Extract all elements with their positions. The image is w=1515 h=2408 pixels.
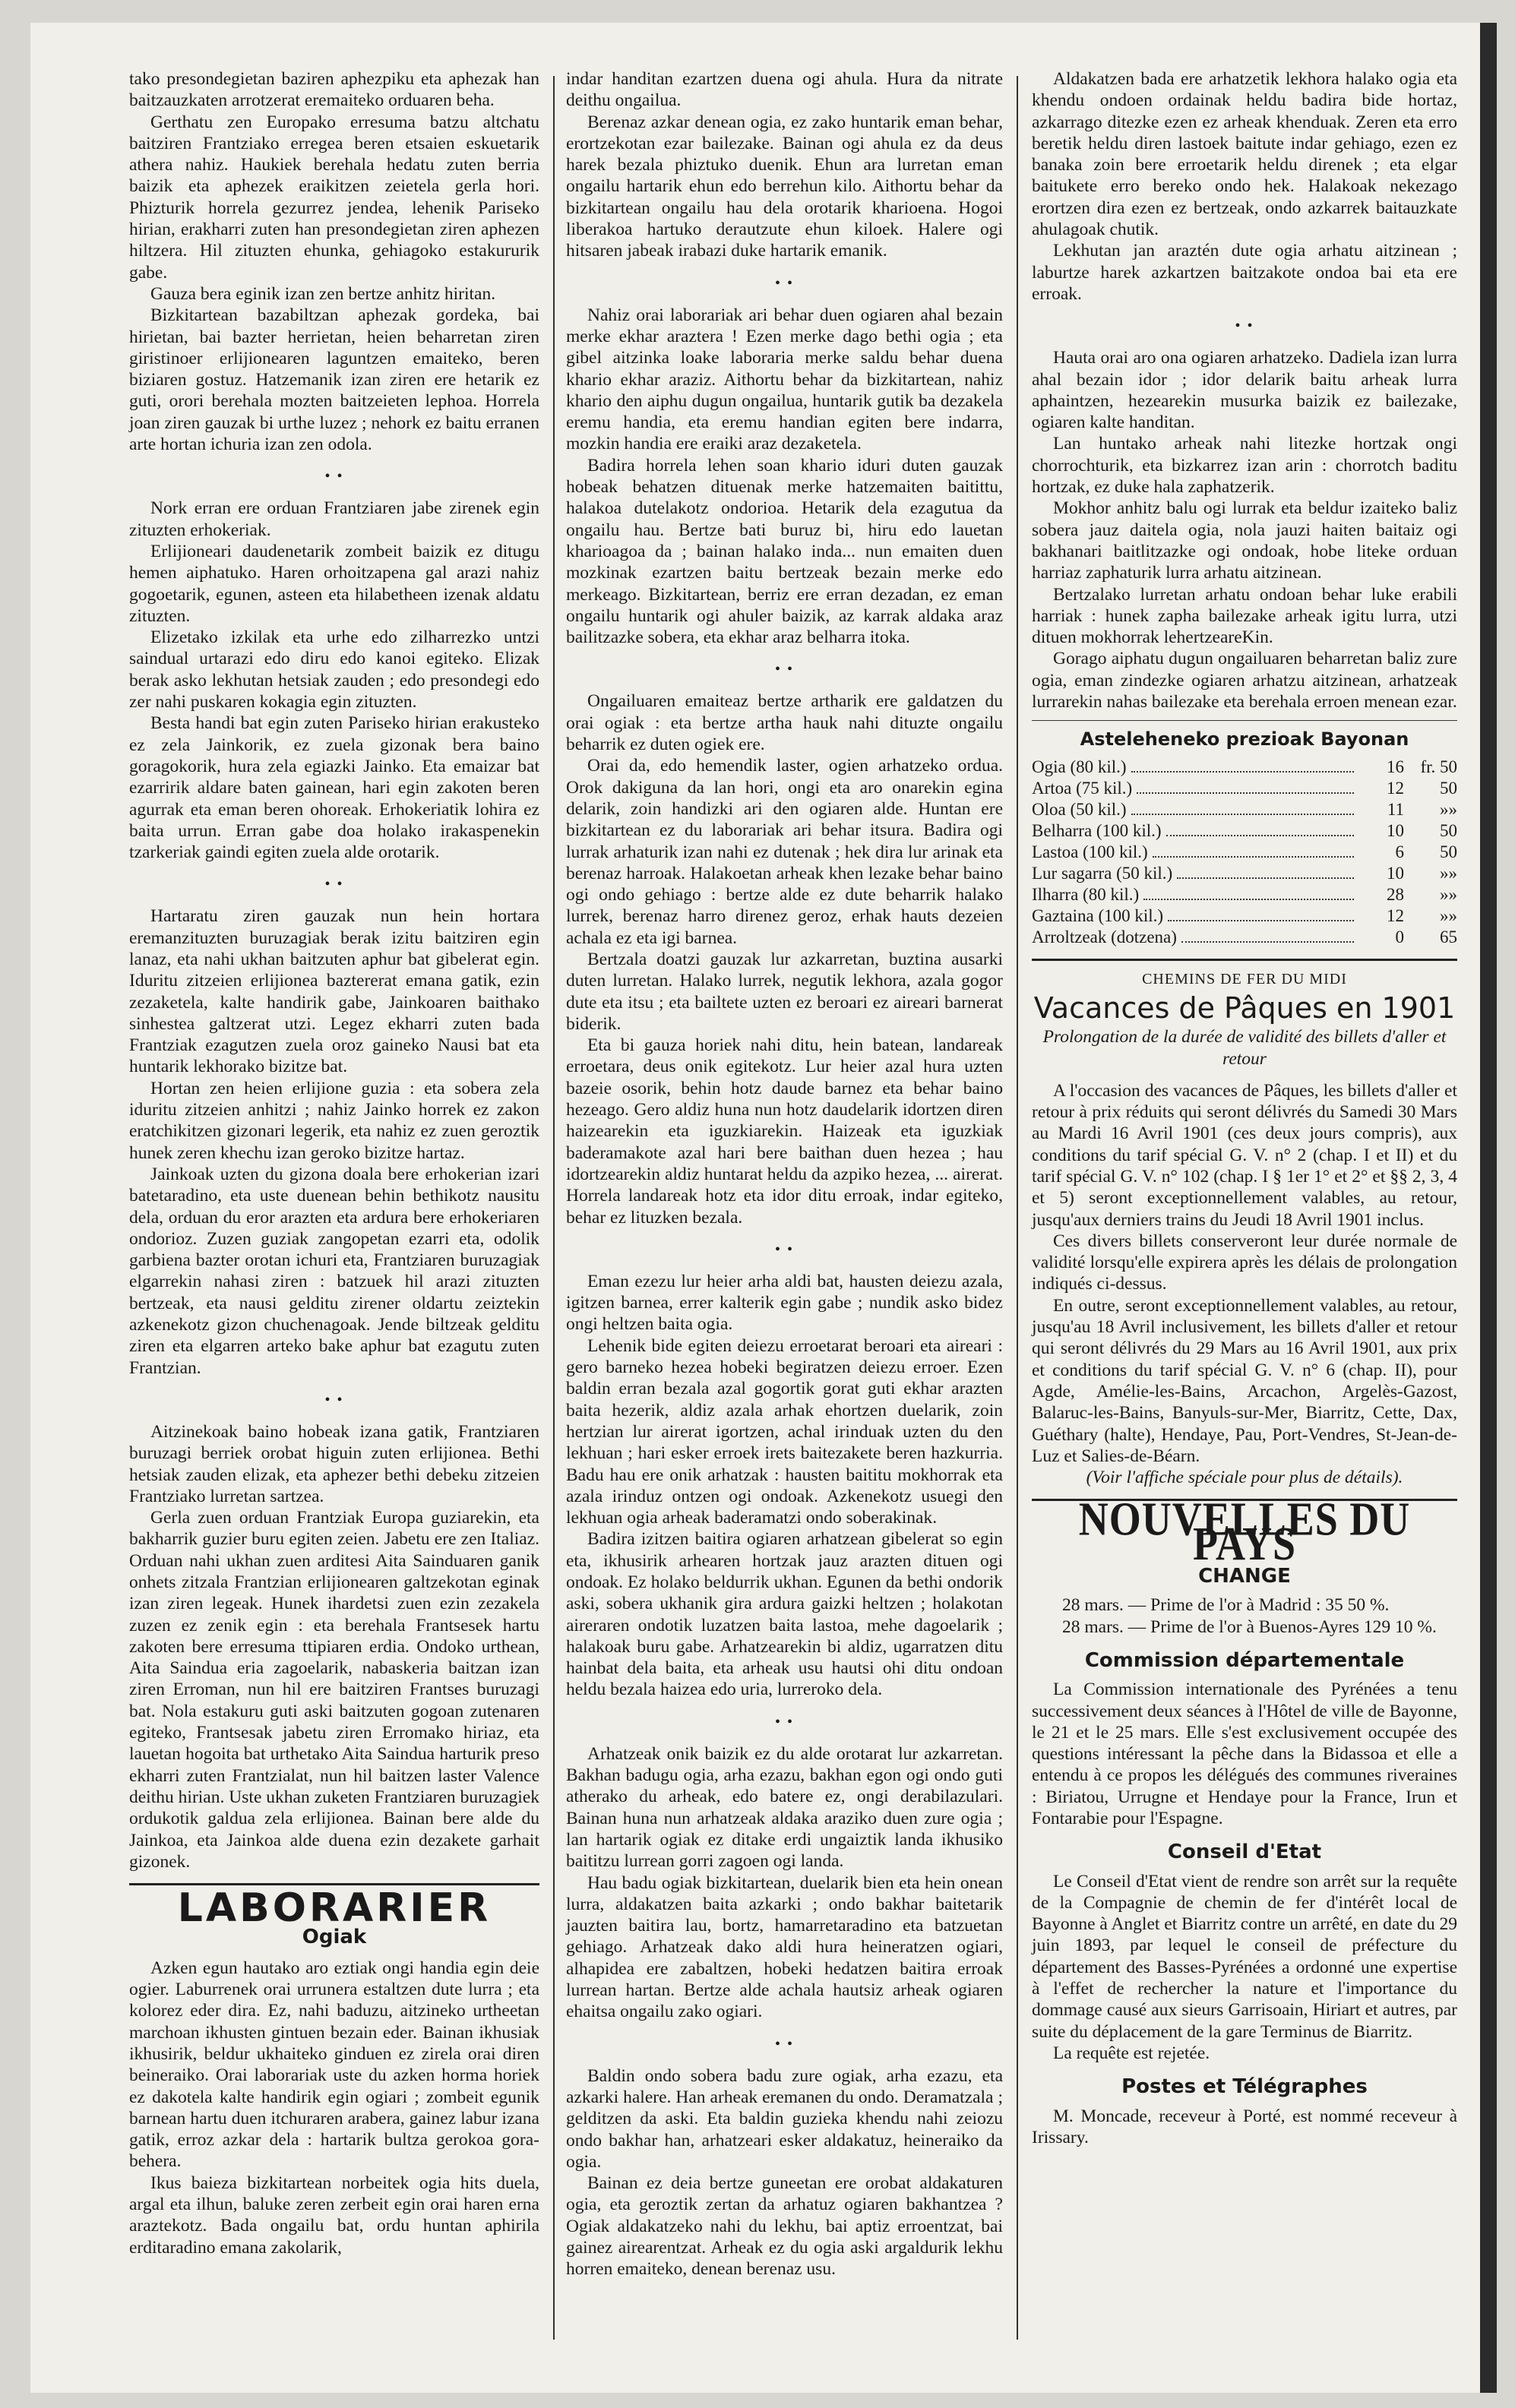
paragraph: Eta bi gauza horiek nahi ditu, hein batean, landareak erroetara, deus onik egitekotz. Lur heier azal hura uzten bazeie osorik, behin hotz daude barnez eta behar baino hezeago. Gero aldiz huna nun hotz daudelarik idortzen diren haizearekin eta iguzkiarekin. Haizeak eta iguzkiak baderamakote azal hari bere baithan duen hezea ; hau idortzearekin aldiz huntarat heldu da azpiko hezea, ... airerat. Horrela landareak hotz eta idor ditu erroak, indar egiteko, behar ez lituzken bezala. — [566, 1035, 1003, 1228]
leader-dots — [1143, 899, 1354, 900]
paragraph: M. Moncade, receveur à Porté, est nommé receveur à Irissary. — [1032, 2106, 1457, 2147]
commission-heading: Commission départementale — [1084, 1648, 1405, 1672]
paragraph: Arhatzeak onik baizik ez du alde orotarat lur azkarretan. Bakhan badugu ogia, arha ezazu, bakhan egon ogi ondo guti atherako du arheak, edo batere ez, ongi derabilazulari. Bainan huna nun arhatzeak aldaka araziko duen zure ogia ; lan hartarik ogiak ez ditake erdi ungaiztik landa ikhusiko baititzu lurrean gorri zagoen ogi landa. — [566, 1743, 1003, 1872]
section-ornament: • • — [774, 1240, 794, 1258]
price-row — [1032, 927, 1457, 948]
paragraph: Lan huntako arheak nahi litezke hortzak ongi chorrochturik, eta bizkarrez izan arin : chorrotch baditu hortzak, ez duke hala zaphatzerik. — [1032, 434, 1457, 498]
section-ornament: • • — [774, 661, 794, 678]
price-item-name: Artoa (75 kil.) — [1032, 778, 1133, 798]
conseil-heading: Conseil d'Etat — [1167, 1841, 1322, 1864]
price-francs: 0 — [1395, 927, 1404, 946]
section-ornament: • • — [324, 876, 344, 893]
paragraph: Hartaratu ziren gauzak nun hein hortara eremanzituzten buruzagiak berak izitu baitziren egin lanaz, eta nahi ukhan baitzuten aphur bat gibelerat egin. Iduritu zitzeien erlijionea baztererat emana gatik, ezin zezaketela, kalte handirik gabe, Jainkoaren baithako sinhestea galtzerat utzi. Legez ekharri zuten bada Frantziak ezagutzen zuela oroz gaineko Nausi bat eta huntarik lekhorako bizitze bat. — [129, 906, 539, 1077]
section-divider — [1032, 959, 1457, 961]
price-francs: 11 — [1387, 799, 1404, 819]
section-ornament: • • — [774, 1713, 794, 1730]
nouvelles-title: NOUVELLES DU PAYS — [1078, 1493, 1411, 1571]
price-item-name: Ilharra (80 kil.) — [1032, 884, 1140, 904]
leader-dots — [1153, 856, 1354, 858]
paragraph: Eman ezezu lur heier arha aldi bat, hausten deiezu azala, igitzen barnea, errer kalterik egin gabe ; nundik asko bidez ongi heltzen baita ogia. — [566, 1271, 1003, 1335]
prolongation-subtitle: Prolongation de la durée de validité des billets d'aller et retour — [1042, 1027, 1447, 1069]
column-1 — [129, 68, 539, 2258]
paragraph: En outre, seront exceptionnellement valables, au retour, jusqu'au 18 Avril inclusivement, les billets d'aller et retour qui seront délivrés du 29 Mars au 16 Avril 1901, aux prix et conditions du tarif spécial G. V. n° 6 (chap. II), pour Agde, Amélie-les-Bains, Arcachon, Argelès-Gazost, Balaruc-les-Bains, Banyuls-sur-Mer, Biarritz, Cette, Dax, Guéthary (halte), Hendaye, Pau, Port-Vendres, St-Jean-de-Luz et Salies-de-Béarn. — [1032, 1295, 1457, 1466]
paragraph: La requête est rejetée. — [1053, 2043, 1210, 2063]
paragraph: Gerla zuen orduan Frantziak Europa guziarekin, eta bakharrik guzier buru egiten zeien. Jabetu ere zen Italiaz. Orduan nahi ukhan zuen arditesi Aita Sainduaren ganik onhets zitzala Frantzian erlijionearen galtzekotan eginak izan ziren legeak. Hunek ihardetsi zuen ezin zezakela zuzen ez zenik egin : eta berehala Frantsesek hartu zakoten bere erresuma ttipiaren erdia. Ondoko urthean, Aita Saindua eria zagoelarik, nabaskeria baitzan izan ziren Erroman, nun hil ere baitziren Frantses buruzagi bat. Nola estakuru guti aski baitzuten gogoan zutenaren egiteko, Frantsesak jabetu ziren Erromako hiriaz, eta lauetan hogoita bat urthetako Aita Saindua harturik preso ekharri zuten Frantzialat, nun hil baitzen laster Valence deithu hirian. Uste ukhan zuketen Frantziaren buruzagiek ordukotik galdua zela erlijionea. Bainan bere alde du Jainkoa, eta Jainkoa alde duena ezin dezakete garhait gizonek. — [129, 1508, 539, 1872]
price-item-name: Arroltzeak (dotzena) — [1032, 927, 1177, 946]
section-ornament: • • — [324, 1391, 344, 1408]
section-title-laborarier: LABORARIER — [177, 1885, 492, 1932]
price-row — [1032, 905, 1457, 927]
paragraph: Nahiz orai laborariak ari behar duen ogiaren ahal bezain merke ekhar araztera ! Ezen merke dago bethi ogia ; eta gibel aitzinka loake laboraria merke saldu behar duena khario ekhar araziz. Aithortu behar da bizkitartean, nahiz khario den aiphu dugun ongailua, huntarik gutik ba dezakela eremu handia, eta eremu handian egiten bere indarra, mozkin handia ere eraiki araz dezaketela. — [566, 305, 1003, 454]
paragraph: Ongailuaren emaiteaz bertze artharik ere galdatzen du orai ogiak : eta bertze artha hauk nahi dituzte ongailu beharrik ez duten ogiek ere. — [566, 691, 1003, 755]
leader-dots — [1137, 792, 1354, 794]
price-francs: 10 — [1387, 820, 1404, 840]
paragraph: Bainan ez deia bertze guneetan ere orobat aldakaturen ogia, eta geroztik zertan da arhatuz ogiaren bakhantzea ? Ogiak aldakatzeko nahi du lekhu, bai aptiz erroentzat, bai gainez airearentzat. Arheak ez du ogia aski argaldurik lekhu horren emaiteko, denean berenaz usu. — [566, 2173, 1003, 2280]
paragraph: Gauza bera eginik izan zen bertze anhitz hiritan. — [150, 283, 496, 304]
price-francs: 6 — [1395, 842, 1404, 861]
vacances-title: Vacances de Pâques en 1901 — [1033, 991, 1456, 1025]
paragraph: Gorago aiphatu dugun ongailuaren beharretan baliz zure ogia, eman zindezke ogiaren arhatzu aitzinean, arhatzeak lurrarekin nahas bailezake eta berehala erroen menean ezar. — [1032, 649, 1457, 713]
price-centimes: »» — [1440, 884, 1457, 904]
paragraph: Elizetako izkilak eta urhe edo zilharrezko untzi saindual urtarazi edo diru edo kanoi egiteko. Elizak berak asko lekhutan hetsiak zauden ; edo presondegi edo zer nahi puskaren kokagia egin zituzten. — [129, 627, 539, 713]
price-centimes: fr. 50 — [1420, 757, 1457, 776]
price-centimes: »» — [1440, 799, 1457, 819]
price-row — [1032, 884, 1457, 905]
paragraph: Badira horrela lehen soan khario iduri duten gauzak hobeak behatzen dituenak merke hatzemaiten baitittu, halakoa dutelakotz ondorioa. Hetarik dela ezagutua da ongailu hau. Bertze bati buruz bi, hiru edo lauetan kharioagoa da ; bainan halako inda... nun emaiten duen mozkinak ezartzen baitu bertzeak bezain merke edo merkeago. Bizkitartean, berriz ere erran dezadan, ez eman ongailu huntarik ogi ahuler baizik, az karrak aldaka araz bailitzazke sobera, eta ekhar araz belharra itoka. — [566, 455, 1003, 648]
chemins-heading: CHEMINS DE FER DU MIDI — [1142, 970, 1347, 988]
leader-dots — [1131, 814, 1354, 815]
price-item-name: Lur sagarra (50 kil.) — [1032, 863, 1173, 883]
paragraph: Aldakatzen bada ere arhatzetik lekhora halako ogia eta khendu ondoen ordainak heldu badira bide hortaz, azkarrago ditezke ezen ez arheak khenduak. Zeren eta erro beretik heldu diren lastoek baitute indar gehiago, ezen ez banaka zoin bere erroetarik heldu direnek ; eta elgar baitukete erro bereko ondo hek. Halakoak nekezago erortzen dira ezen ez bertzeak, ondo azkarrek baitauzkate ahulagoak chutik. — [1032, 69, 1457, 240]
price-row — [1032, 863, 1457, 884]
price-row — [1032, 757, 1457, 778]
section-ornament: • • — [324, 468, 344, 485]
affiche-note: (Voir l'affiche spéciale pour plus de détails). — [1086, 1468, 1403, 1488]
paragraph: Lehenik bide egiten deiezu erroetarat beroari eta aireari : gero barneko hezea hobeki begiratzen deiezu erroer. Ezen baldin erran bezala azal gogortik gorat guti ekhar arazten baita hezerik, aldiz azala arhak ehortzen duelarik, zoin hertzian lur airerat igortzen, achal irinduak uzten du den lekhuan ; hari esker erroek irets baitezakete beren hazkurria. Badu hau ere onik arhatzak : hausten baititu mokhorrak eta azala irinduz ontzen ogi ondoak. Azkenekotz usuegi den lekhuan ogia arheak baderamatzi ondo soberakinak. — [566, 1335, 1003, 1528]
newspaper-page — [30, 23, 1497, 2393]
article-title-ogiak: Ogiak — [302, 1926, 367, 1949]
paragraph: Orai da, edo hemendik laster, ogien arhatzeko ordua. Orok dakiguna da lan hori, ongi eta aro onarekin egina delarik, zoin handizki ari den ogiaren alde. Huntan ere bizkitartean ez du laborariak ari behar itsura. Badira ogi lurrak arhaturik izan nahi ez dutenak ; hek dira lur arinak eta berenaz harroak. Halakoetan arheak khen lezake behar baino ogi ondo gehiago : bertze alde ez dute beharrik halako lurrek, berenaz harro direnez geroz, erhak hauts dezeien achala ez eta igi barnea. — [566, 756, 1003, 948]
section-ornament: • • — [774, 274, 794, 292]
price-centimes: 50 — [1440, 778, 1457, 798]
change-line: 28 mars. — Prime de l'or à Buenos-Ayres 129 10 %. — [1062, 1616, 1437, 1637]
paragraph: Ikus baieza bizkitartean norbeitek ogia hits duela, argal eta ilhun, baluke zeren zerbeit egin orai haren erna araztekotz. Bada ongailu bat, ordu huntan aphirila erditaradino emana zakolarik, — [129, 2173, 539, 2258]
price-centimes: 50 — [1440, 820, 1457, 840]
paragraph: Erlijioneari daudenetarik zombeit baizik ez ditugu hemen aiphatuko. Haren orhoitzapena gal arazi nahiz gogoetarik, egunen, asteen eta hilabetheen izenak aldatu zituzten. — [129, 541, 539, 626]
paragraph: Azken egun hautako aro eztiak ongi handia egin deie ogier. Laburrenek orai urrunera estaltzen dute lurra ; eta kolorez eder dira. Ez, nahi baduzu, aitzineko urtheetan marchoan ikhusten gintuen bezain eder. Bainan ikhusiak ikhusirik, beldur ukhaiteko ginduen ez zirela orai diren beineraiko. Orai laborariak uste du azken horma horiek ez dakotela kalte handirik egin ogiari ; zombeit egunik barnean hartu duen itchuraren arabera, gainez labur izana gatik, erroz azkar dela : hartarik bultza gerokoa gora-behera. — [129, 1958, 539, 2172]
paragraph: Gerthatu zen Europako erresuma batzu altchatu baitziren Frantziako erregea beren etsaien eskuetarik athera nahiz. Haukiek berehala hedatu zuten berria baizik eta aphezek eraikitzen zeietela gerla hori. Phizturik horrela gezurrez jendea, lehenik Pariseko hirian, erakharri zuten han presondegietan ziren aphezen hiltzera. Hil zituzten ehunka, gehiagoko estakururik gabe. — [129, 112, 539, 283]
paragraph: Lekhutan jan araztén dute ogia arhatu aitzinean ; laburtze harek azkartzen baitzakote ondoa bai eta ere erroak. — [1032, 241, 1457, 304]
price-francs: 16 — [1387, 757, 1404, 776]
paragraph: La Commission internationale des Pyrénées a tenu successivement deux séances à l'Hôtel de ville de Bayonne, le 21 et le 25 mars. Elle s'est exclusivement occupée des questions intéressant la pêche dans la Bidassoa et elle a entendu à ce propos les délégués des communes riveraines : Biriatou, Urrugne et Hendaye pour la France, Irun et Fontarabie pour l'Espagne. — [1032, 1680, 1457, 1828]
paragraph: Hau badu ogiak bizkitartean, duelarik bien eta hein onean lurra, aldakatzen baita azkarki ; ondo bakhar baitetarik jauzten baitira lau, bortz, hamarretaradino eta batzuetan gehiago. Arhatzeak dako aldi hura heineratzen ogiari, alhapidea ere zabaltzen, hobeki hedatzen baitira erroak lurrean hartan. Bertze alde achala hautsiz arheak ogiaren ehaitsa ongailu zako ogiari. — [566, 1872, 1003, 2022]
price-centimes: »» — [1440, 863, 1457, 883]
price-francs: 10 — [1387, 863, 1404, 883]
leader-dots — [1168, 920, 1354, 921]
price-item-name: Oloa (50 kil.) — [1032, 799, 1127, 819]
paragraph: Bertzala doatzi gauzak lur azkarretan, buztina ausarki duten lurretan. Halako lurrek, negutik lekhora, azala gogor dute eta itsu ; eta bailtete uzten ez beroari ez aireari barnerat biderik. — [566, 949, 1003, 1034]
price-list-title: Asteleheneko prezioak Bayonan — [1080, 728, 1409, 751]
price-row — [1032, 842, 1457, 863]
price-centimes: 50 — [1440, 842, 1457, 861]
price-item-name: Lastoa (100 kil.) — [1032, 842, 1148, 861]
paragraph: Badira izitzen baitira ogiaren arhatzean gibelerat so egin eta, ikhusirik arhearen hortzak jauz arazten dituen ogi ondoak. Ez holako beldurrik ukhan. Egunen da bethi ondorik aski, sobera ukhanik gira ardura gaizki heltzen ; holakotan aireraren ondotik luzatzen baita lastoa, mehe dagoelarik ; halakoak buru gabe. Arhatzearekin bi aldiz, ugarratzen ditu hainbat dela baita, eta arheak usu hautsi ohi ditu ondoan heldu bezala haizea edo uria, lurreroko dela. — [566, 1529, 1003, 1700]
section-ornament: • • — [1235, 318, 1254, 335]
price-francs: 28 — [1387, 884, 1404, 904]
postes-heading: Postes et Télégraphes — [1121, 2075, 1368, 2099]
paragraph: tako presondegietan baziren aphezpiku eta aphezak han baitzauzkaten arrotzerat eremaiteko orduaren beha. — [129, 69, 539, 111]
paragraph: Ces divers billets conserveront leur durée normale de validité lorsqu'elle expirera après les délais de prolongation indiqués ci-dessus. — [1032, 1231, 1457, 1294]
change-heading: CHANGE — [1198, 1565, 1291, 1588]
price-francs: 12 — [1387, 905, 1404, 925]
column-3 — [1032, 68, 1457, 2148]
column-rule — [1017, 76, 1018, 2340]
paragraph: Jainkoak uzten du gizona doala bere erhokerian izari batetaradino, eta uste duenean behin bethikotz nausitu dela, orduan du eror arazten eta ardura bere erhokeriaren ondorioz. Zuzen guziak zangopetan ezarri eta, odolik garbiena bazter orotan ichuri eta, Frantziaren buruzagiak elgarrekin nahasi ziren : batzuek hil arazi zituzten bertzeak, eta nausi gelditu zirener oldartu zeiztekin azkenekotz gizon chuchenagoak. Jende biltzeak gelditu ziren eta elgarren arteko bake aphur bat ezagutu zuten Frantzian. — [129, 1164, 539, 1378]
price-list — [1032, 757, 1457, 948]
paragraph: Baldin ondo sobera badu zure ogiak, arha ezazu, eta azkarki halere. Han arheak eremanen du ondo. Deramatzala ; gelditzen da aski. Eta baldin guzieka khendu nahi zeiozu ondo bakhar han, arhatzeari esker aldakatuz, heineraiko da ogia. — [566, 2065, 1003, 2172]
change-line: 28 mars. — Prime de l'or à Madrid : 35 50 %. — [1062, 1595, 1390, 1616]
paragraph: Aitzinekoak baino hobeak izana gatik, Frantziaren buruzagi berriek orobat higuin zuten erlijionea. Bethi hetsiak zauden elizak, eta aphezer bethi debeku zitzeien Frantziako lurretan sartzea. — [129, 1421, 539, 1506]
paragraph: Besta handi bat egin zuten Pariseko hirian erakusteko ez zela Jainkorik, ez zuela gizonak bera baino goragokorik, hura zela egiazki Jainko. Eta emaizar bat ezarririk aldare baten gainean, hari egin zakoten beren agurrak eta eman beren ohoreak. Erhokeriatik lohira ez baita urrun. Erran gabe doa holako irakaspenekin tzarkeriak gaindi egiten zuela alde orotarik. — [129, 713, 539, 863]
price-item-name: Gaztaina (100 kil.) — [1032, 905, 1164, 925]
price-item-name: Ogia (80 kil.) — [1032, 757, 1127, 776]
paragraph: Nork erran ere orduan Frantziaren jabe zirenek egin zituzten erhokeriak. — [129, 498, 539, 540]
section-ornament: • • — [774, 2035, 794, 2052]
paragraph: indar handitan ezartzen duena ogi ahula. Hura da nitrate deithu ongailua. — [566, 69, 1003, 111]
leader-dots — [1131, 771, 1354, 773]
price-francs: 12 — [1387, 778, 1404, 798]
paragraph: Mokhor anhitz balu ogi lurrak eta beldur izaiteko baliz sobera jauz daitela ogia, nola jauzi haiten baitaiz ogi bakhanari baitlitzazke ogi ondoak, hobe liteke orduan harriaz zaphaturik lurra arhatu aitzinean. — [1032, 498, 1457, 583]
price-centimes: »» — [1440, 905, 1457, 925]
leader-dots — [1177, 877, 1354, 879]
column-rule — [553, 76, 555, 2340]
price-row — [1032, 820, 1457, 842]
paragraph: Bertzalako lurretan arhatu ondoan behar luke erabili harriak : hunek zapha bailezake arheak igitu lurra, utzi dituen mokhorrak lehertzeareKin. — [1032, 584, 1457, 648]
leader-dots — [1181, 941, 1354, 943]
paragraph: Bizkitartean bazabiltzan aphezak gordeka, bai hirietan, bai bazter herrietan, heien beharretan ziren giristinoer erlijionearen laguntzen emaiteko, beren biziaren gostuz. Hatzemanik izan ziren ere hetarik ez guti, orori berehala mozten baitzeieten lephoa. Horrela joan ziren gauzak bi urthe luzez ; nehork ez baitu erranen arte hortan ichuria izan zen odola. — [129, 305, 539, 455]
price-row — [1032, 799, 1457, 820]
paragraph: Berenaz azkar denean ogia, ez zako huntarik eman behar, erortzekotan ezar bailezake. Bainan ogi ahula ez da deus harek bezala phiztuko duenik. Ehun ara lurretan eman ongailu hartarik ehun edo berrehun kilo. Aithortu behar da bizkitartean ongailu hau dela orotarik kharioena. Hogoi liberakoa hartuko derautzute ehun kiloek. Halere ogi hitsaren jabeak irabazi duke hartarik emanik. — [566, 112, 1003, 261]
price-centimes: 65 — [1440, 927, 1457, 946]
paragraph: Hortan zen heien erlijione guzia : eta sobera zela iduritu zitzeien anhitzi ; nahiz Jainko horrek ez zakon eratchikitzen gizonari legerik, eta nahiz ez zuen geroztik hunek zeren khechu izan geroko bizitze hartaz. — [129, 1078, 539, 1163]
page-edge — [1480, 23, 1497, 2393]
paragraph: Le Conseil d'Etat vient de rendre son arrêt sur la requête de la Compagnie de chemin de fer d'intérêt local de Bayonne à Anglet et Biarritz contre un arrêté, en date du 29 juin 1893, par lequel le conseil de préfecture du département des Basses-Pyrénées a ordonné une expertise à l'effet de rechercher la nature et l'importance du dommage causé aux sieurs Garrisoain, Hiriart et autres, par suite du déplacement de la gare Terminus de Biarritz. — [1032, 1871, 1457, 2042]
leader-dots — [1166, 835, 1354, 836]
price-row — [1032, 778, 1457, 799]
paragraph: A l'occasion des vacances de Pâques, les billets d'aller et retour à prix réduits qui seront délivrés du Samedi 30 Mars au Mardi 16 Avril 1901 (ces deux jours compris), aux conditions du tarif spécial G. V. n° 2 (chap. I et II) et du tarif spécial G. V. n° 102 (chap. I § 1er 1° et 2° et §§ 2, 3, 4 et 5) seront exceptionnellement valables, au retour, jusqu'aux derniers trains du Jeudi 18 Avril 1901 inclus. — [1032, 1080, 1457, 1230]
price-item-name: Belharra (100 kil.) — [1032, 820, 1162, 840]
column-2 — [566, 68, 1003, 2280]
section-divider — [1032, 720, 1457, 721]
paragraph: Hauta orai aro ona ogiaren arhatzeko. Dadiela izan lurra ahal bezain idor ; idor delarik baitu arheak lurra aphaintzen, hezearekin musurka baizik ez bailezake, ogiaren kalte handitan. — [1032, 348, 1457, 433]
